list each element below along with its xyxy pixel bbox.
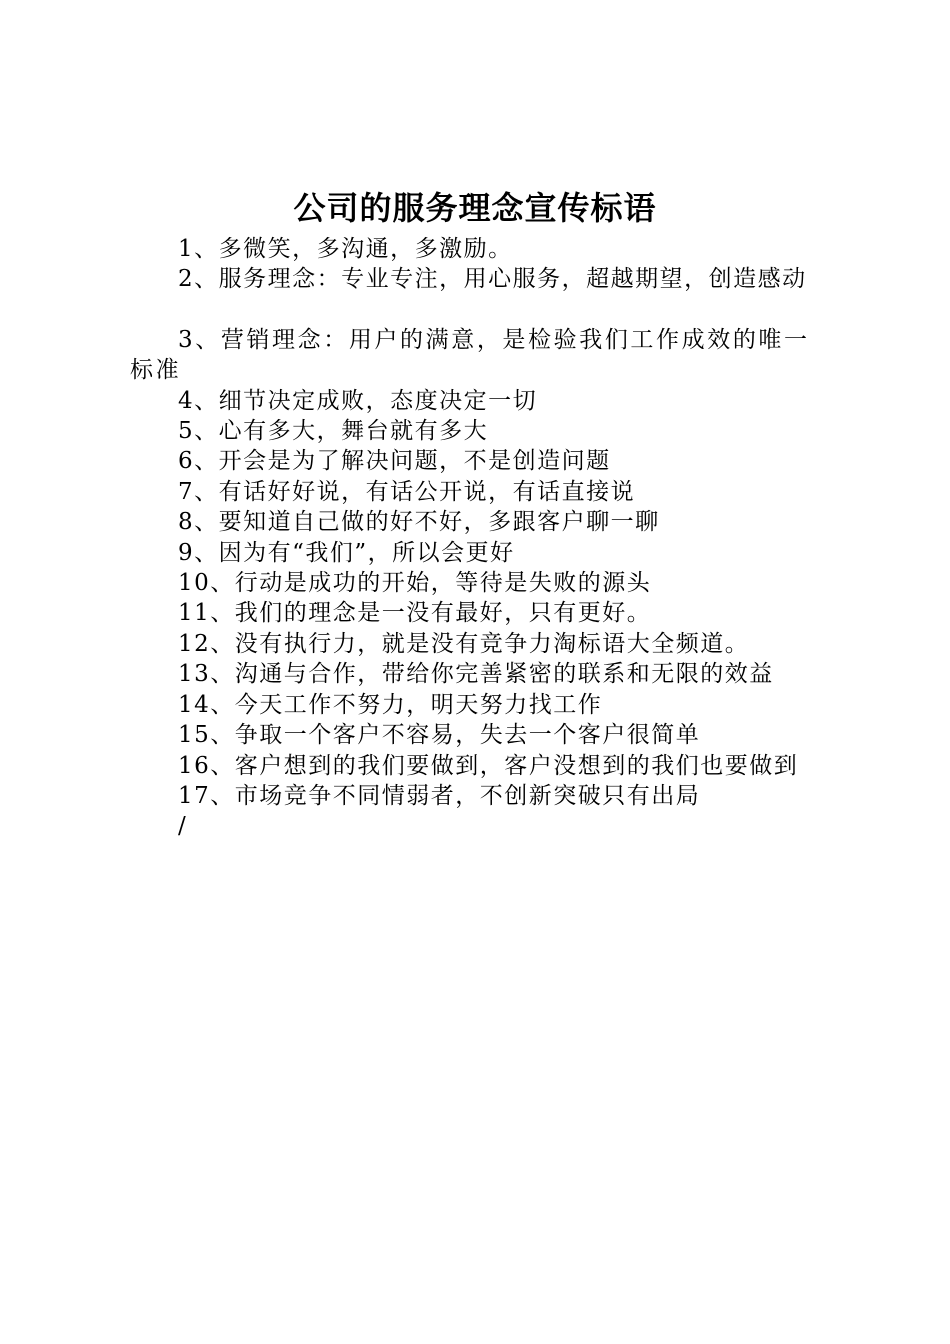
slogan-item-13: 13、沟通与合作，带给你完善紧密的联系和无限的效益 [178, 661, 774, 688]
slogan-item-5: 5、心有多大，舞台就有多大 [178, 418, 489, 445]
slogan-item-16: 16、客户想到的我们要做到，客户没想到的我们也要做到 [178, 752, 799, 779]
slogan-item-8: 8、要知道自己做的好不好，多跟客户聊一聊 [178, 509, 660, 536]
slogan-list [130, 234, 835, 842]
slogan-item-15: 15、争取一个客户不容易，失去一个客户很简单 [178, 722, 701, 749]
slogan-item-9: 9、因为有“我们”，所以会更好 [178, 539, 515, 566]
trailing-slash: / [178, 813, 188, 840]
document-title: 公司的服务理念宣传标语 [293, 189, 657, 227]
slogan-item-3: 3、营销理念：用户的满意，是检验我们工作成效的唯一标准 [130, 326, 810, 384]
slogan-item-11: 11、我们的理念是一没有最好，只有更好。 [178, 600, 652, 627]
slogan-item-4: 4、细节决定成败，态度决定一切 [178, 387, 538, 414]
slogan-item-12: 12、没有执行力，就是没有竞争力淘标语大全频道。 [178, 630, 750, 657]
slogan-item-2: 2、服务理念：专业专注，用心服务，超越期望，创造感动 [178, 266, 807, 293]
slogan-item-10: 10、行动是成功的开始，等待是失败的源头 [178, 570, 652, 597]
slogan-item-7: 7、有话好好说，有话公开说，有话直接说 [178, 478, 636, 505]
slogan-item-1: 1、多微笑，多沟通，多激励。 [178, 236, 513, 262]
slogan-item-6: 6、开会是为了解决问题，不是创造问题 [178, 448, 611, 475]
slogan-item-14: 14、今天工作不努力，明天努力找工作 [178, 691, 603, 718]
slogan-item-17: 17、市场竞争不同情弱者，不创新突破只有出局 [178, 782, 701, 809]
